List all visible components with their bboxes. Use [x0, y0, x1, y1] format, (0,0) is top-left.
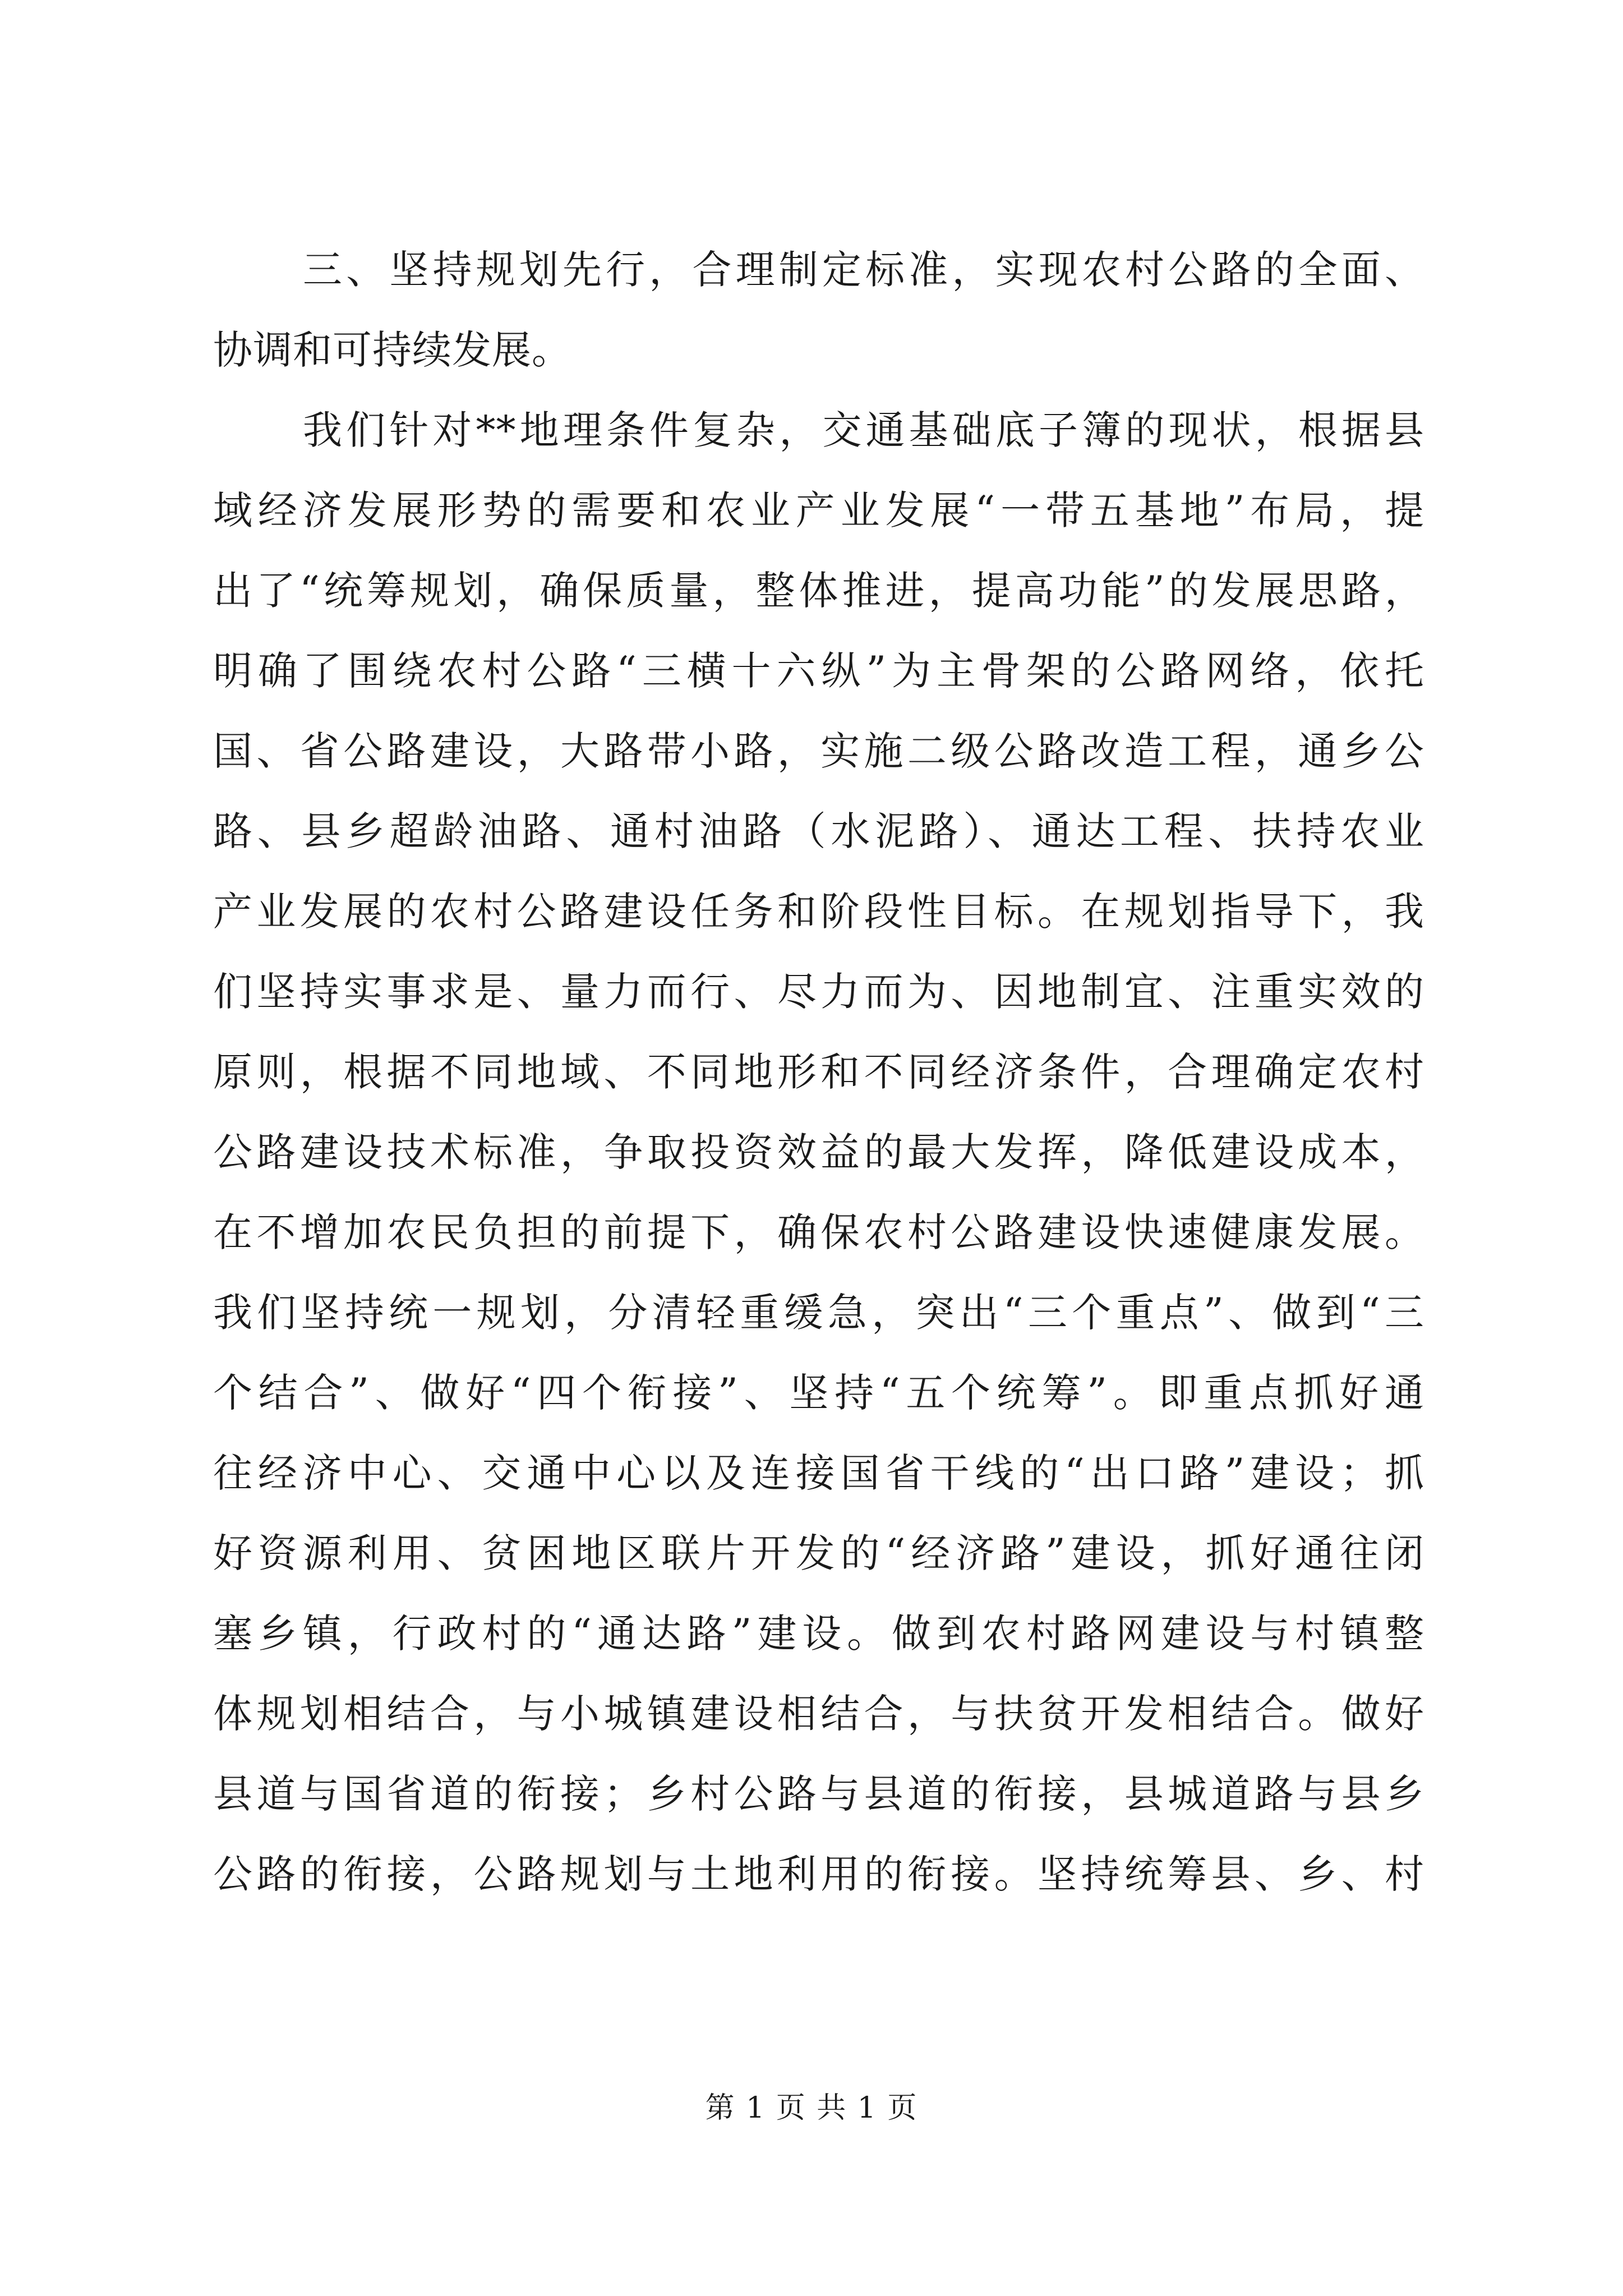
paragraph-line: 出了“统筹规划，确保质量，整体推进，提高功能”的发展思路， [213, 568, 1424, 614]
paragraph-line: 原则，根据不同地域、不同地形和不同经济条件，合理确定农村 [213, 1049, 1424, 1095]
paragraph-line: 我们坚持统一规划，分清轻重缓急，突出“三个重点”、做到“三 [213, 1290, 1424, 1336]
paragraph-line: 国、省公路建设，大路带小路，实施二级公路改造工程，通乡公 [213, 728, 1424, 774]
paragraph-line: 公路的衔接，公路规划与土地利用的衔接。坚持统筹县、乡、村 [213, 1851, 1424, 1897]
paragraph-line: 路、县乡超龄油路、通村油路（水泥路）、通达工程、扶持农业 [213, 808, 1424, 854]
body-text [213, 230, 1424, 1915]
paragraph-line: 个结合”、做好“四个衔接”、坚持“五个统筹”。即重点抓好通 [213, 1370, 1424, 1416]
paragraph-line: 好资源利用、贫困地区联片开发的“经济路”建设，抓好通往闭 [213, 1530, 1424, 1576]
paragraph-line: 明确了围绕农村公路“三横十六纵”为主骨架的公路网络，依托 [213, 648, 1424, 694]
paragraph-line: 往经济中心、交通中心以及连接国省干线的“出口路”建设；抓 [213, 1450, 1424, 1496]
paragraph-line: 我们针对**地理条件复杂，交通基础底子簿的现状，根据县 [303, 407, 1424, 453]
paragraph-line: 在不增加农民负担的前提下，确保农村公路建设快速健康发展。 [213, 1209, 1424, 1255]
paragraph-line: 们坚持实事求是、量力而行、尽力而为、因地制宜、注重实效的 [213, 969, 1424, 1015]
paragraph-line: 县道与国省道的衔接；乡村公路与县道的衔接，县城道路与县乡 [213, 1771, 1424, 1817]
paragraph-line: 域经济发展形势的需要和农业产业发展“一带五基地”布局，提 [213, 487, 1424, 533]
paragraph-heading-line: 三、坚持规划先行，合理制定标准，实现农村公路的全面、 [303, 247, 1424, 293]
paragraph-heading-line: 协调和可持续发展。 [213, 327, 571, 373]
paragraph-line: 产业发展的农村公路建设任务和阶段性目标。在规划指导下，我 [213, 889, 1424, 935]
paragraph-line: 体规划相结合，与小城镇建设相结合，与扶贫开发相结合。做好 [213, 1691, 1424, 1737]
page-number-footer: 第 1 页 共 1 页 [705, 2091, 918, 2125]
paragraph-line: 塞乡镇，行政村的“通达路”建设。做到农村路网建设与村镇整 [213, 1611, 1424, 1657]
paragraph-line: 公路建设技术标准，争取投资效益的最大发挥，降低建设成本， [213, 1129, 1424, 1175]
